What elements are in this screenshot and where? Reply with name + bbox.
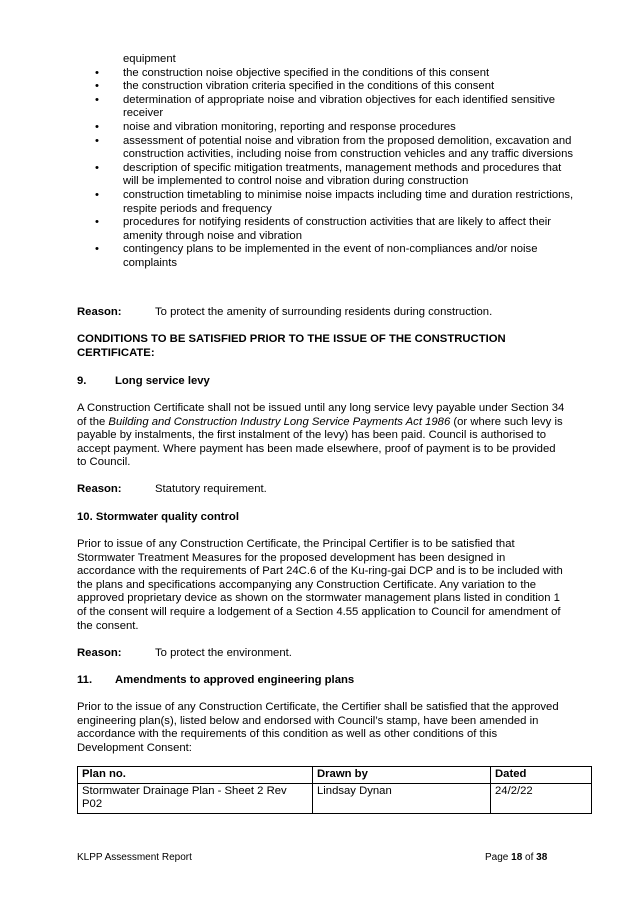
condition-text: A Construction Certificate shall not be issued until any long service levy payable under Section 34 of the xyxy=(77,402,565,428)
list-item xyxy=(95,121,575,135)
table-cell: Lindsay Dynan xyxy=(313,783,491,813)
reason-row xyxy=(77,483,122,497)
plans-table xyxy=(77,766,592,814)
bullet-marker: • xyxy=(95,188,99,201)
list-item xyxy=(95,243,575,270)
bullet-marker: • xyxy=(95,216,99,229)
page-number xyxy=(485,851,547,865)
list-item xyxy=(95,94,575,121)
list-item-text: procedures for notifying residents of construction activities that are likely to affect their amenity through noise and vibration xyxy=(123,216,552,242)
list-item-continuation: equipment xyxy=(123,53,176,65)
list-item xyxy=(95,67,575,81)
condition-title: Long service levy xyxy=(115,375,210,387)
list-item-text: the construction vibration criteria specified in the conditions of this consent xyxy=(123,80,495,93)
act-title: Building and Construction Industry Long Service Payments Act 1986 xyxy=(108,415,451,428)
bullet-marker: • xyxy=(95,120,99,133)
table-cell: 24/2/22 xyxy=(491,783,592,813)
list-item-text: determination of appropriate noise and vibration objectives for each identified sensitive receiver xyxy=(123,93,556,120)
section-heading: CONDITIONS TO BE SATISFIED PRIOR TO THE ISSUE OF THE CONSTRUCTION CERTIFICATE: xyxy=(77,333,506,359)
list-item xyxy=(95,135,575,162)
reason-text: To protect the environment. xyxy=(155,647,292,659)
reason-row xyxy=(77,306,122,320)
condition-title: Amendments to approved engineering plans xyxy=(115,674,355,686)
list-item xyxy=(95,80,575,94)
condition-body: Prior to issue of any Construction Certificate, the Principal Certifier is to be satisfied that Stormwater Treatment Measures for the proposed development has been designed in accordance with the requirements of Part 24C.6 of the Ku-ring-gai DCP and is to be included with the plans and specifications accompanying any Construction Certificate. Any variation to the approved proprietary device as shown on the stormwater management plans listed in condition 1 of the consent will require a lodgement of a Section 4.55 application to Council for amendment of the consent. xyxy=(77,538,563,632)
condition-number: 11. xyxy=(77,674,93,686)
reason-label: Reason: xyxy=(77,306,122,318)
reason-label: Reason: xyxy=(77,483,122,495)
table-header-row xyxy=(78,767,592,784)
column-header: Dated xyxy=(491,767,592,784)
list-item-text: description of specific mitigation treatments, management methods and procedures that will be implemented to control noise and vibration during construction xyxy=(123,161,562,188)
column-header: Plan no. xyxy=(78,767,313,784)
condition-body: Prior to the issue of any Construction Certificate, the Certifier shall be satisfied that the approved engineering plan(s), listed below and endorsed with Council’s stamp, have been amended in accordance with the requirements of this condition as well as other conditions of this Development Consent: xyxy=(77,701,559,754)
condition-number: 9. xyxy=(77,375,87,387)
bullet-marker: • xyxy=(95,80,99,93)
condition-body xyxy=(77,402,565,470)
column-header: Drawn by xyxy=(313,767,491,784)
bullet-marker: • xyxy=(95,66,99,79)
page-of: of xyxy=(522,852,537,863)
bullet-marker: • xyxy=(95,93,99,106)
list-item xyxy=(95,189,575,216)
bullet-marker: • xyxy=(95,161,99,174)
condition-text: (or where such levy is payable by instalments, the first instalment of the levy) has been paid. Council is authorised to accept payment. Where payment has been made elsewhere, proof of payment is to be provided to Council. xyxy=(77,415,563,469)
bullet-marker: • xyxy=(95,243,99,256)
reason-label: Reason: xyxy=(77,647,122,659)
table-row xyxy=(78,783,592,813)
reason-text: To protect the amenity of surrounding residents during construction. xyxy=(155,306,493,318)
list-item-text: noise and vibration monitoring, reporting and response procedures xyxy=(123,120,456,133)
current-page: 18 xyxy=(511,852,523,863)
table-cell: Stormwater Drainage Plan - Sheet 2 Rev P02 xyxy=(78,783,313,813)
page-label: Page xyxy=(485,852,512,863)
reason-text: Statutory requirement. xyxy=(155,483,267,495)
bullet-marker: • xyxy=(95,134,99,147)
total-pages: 38 xyxy=(536,852,548,863)
condition-title: 10. Stormwater quality control xyxy=(77,511,239,523)
list-item-text: construction timetabling to minimise noise impacts including time and duration restrictions, respite periods and frequency xyxy=(123,188,574,215)
list-item-text: contingency plans to be implemented in the event of non-compliances and/or noise complaints xyxy=(123,243,538,269)
list-item-text: assessment of potential noise and vibration from the proposed demolition, excavation and construction activities, including noise from construction vehicles and any traffic diversions xyxy=(123,134,573,161)
bullet-list xyxy=(95,53,575,271)
reason-row xyxy=(77,647,122,661)
list-item-text: the construction noise objective specified in the conditions of this consent xyxy=(123,66,490,79)
list-item xyxy=(95,162,575,189)
footer-title: KLPP Assessment Report xyxy=(77,852,192,863)
list-item xyxy=(95,216,575,243)
